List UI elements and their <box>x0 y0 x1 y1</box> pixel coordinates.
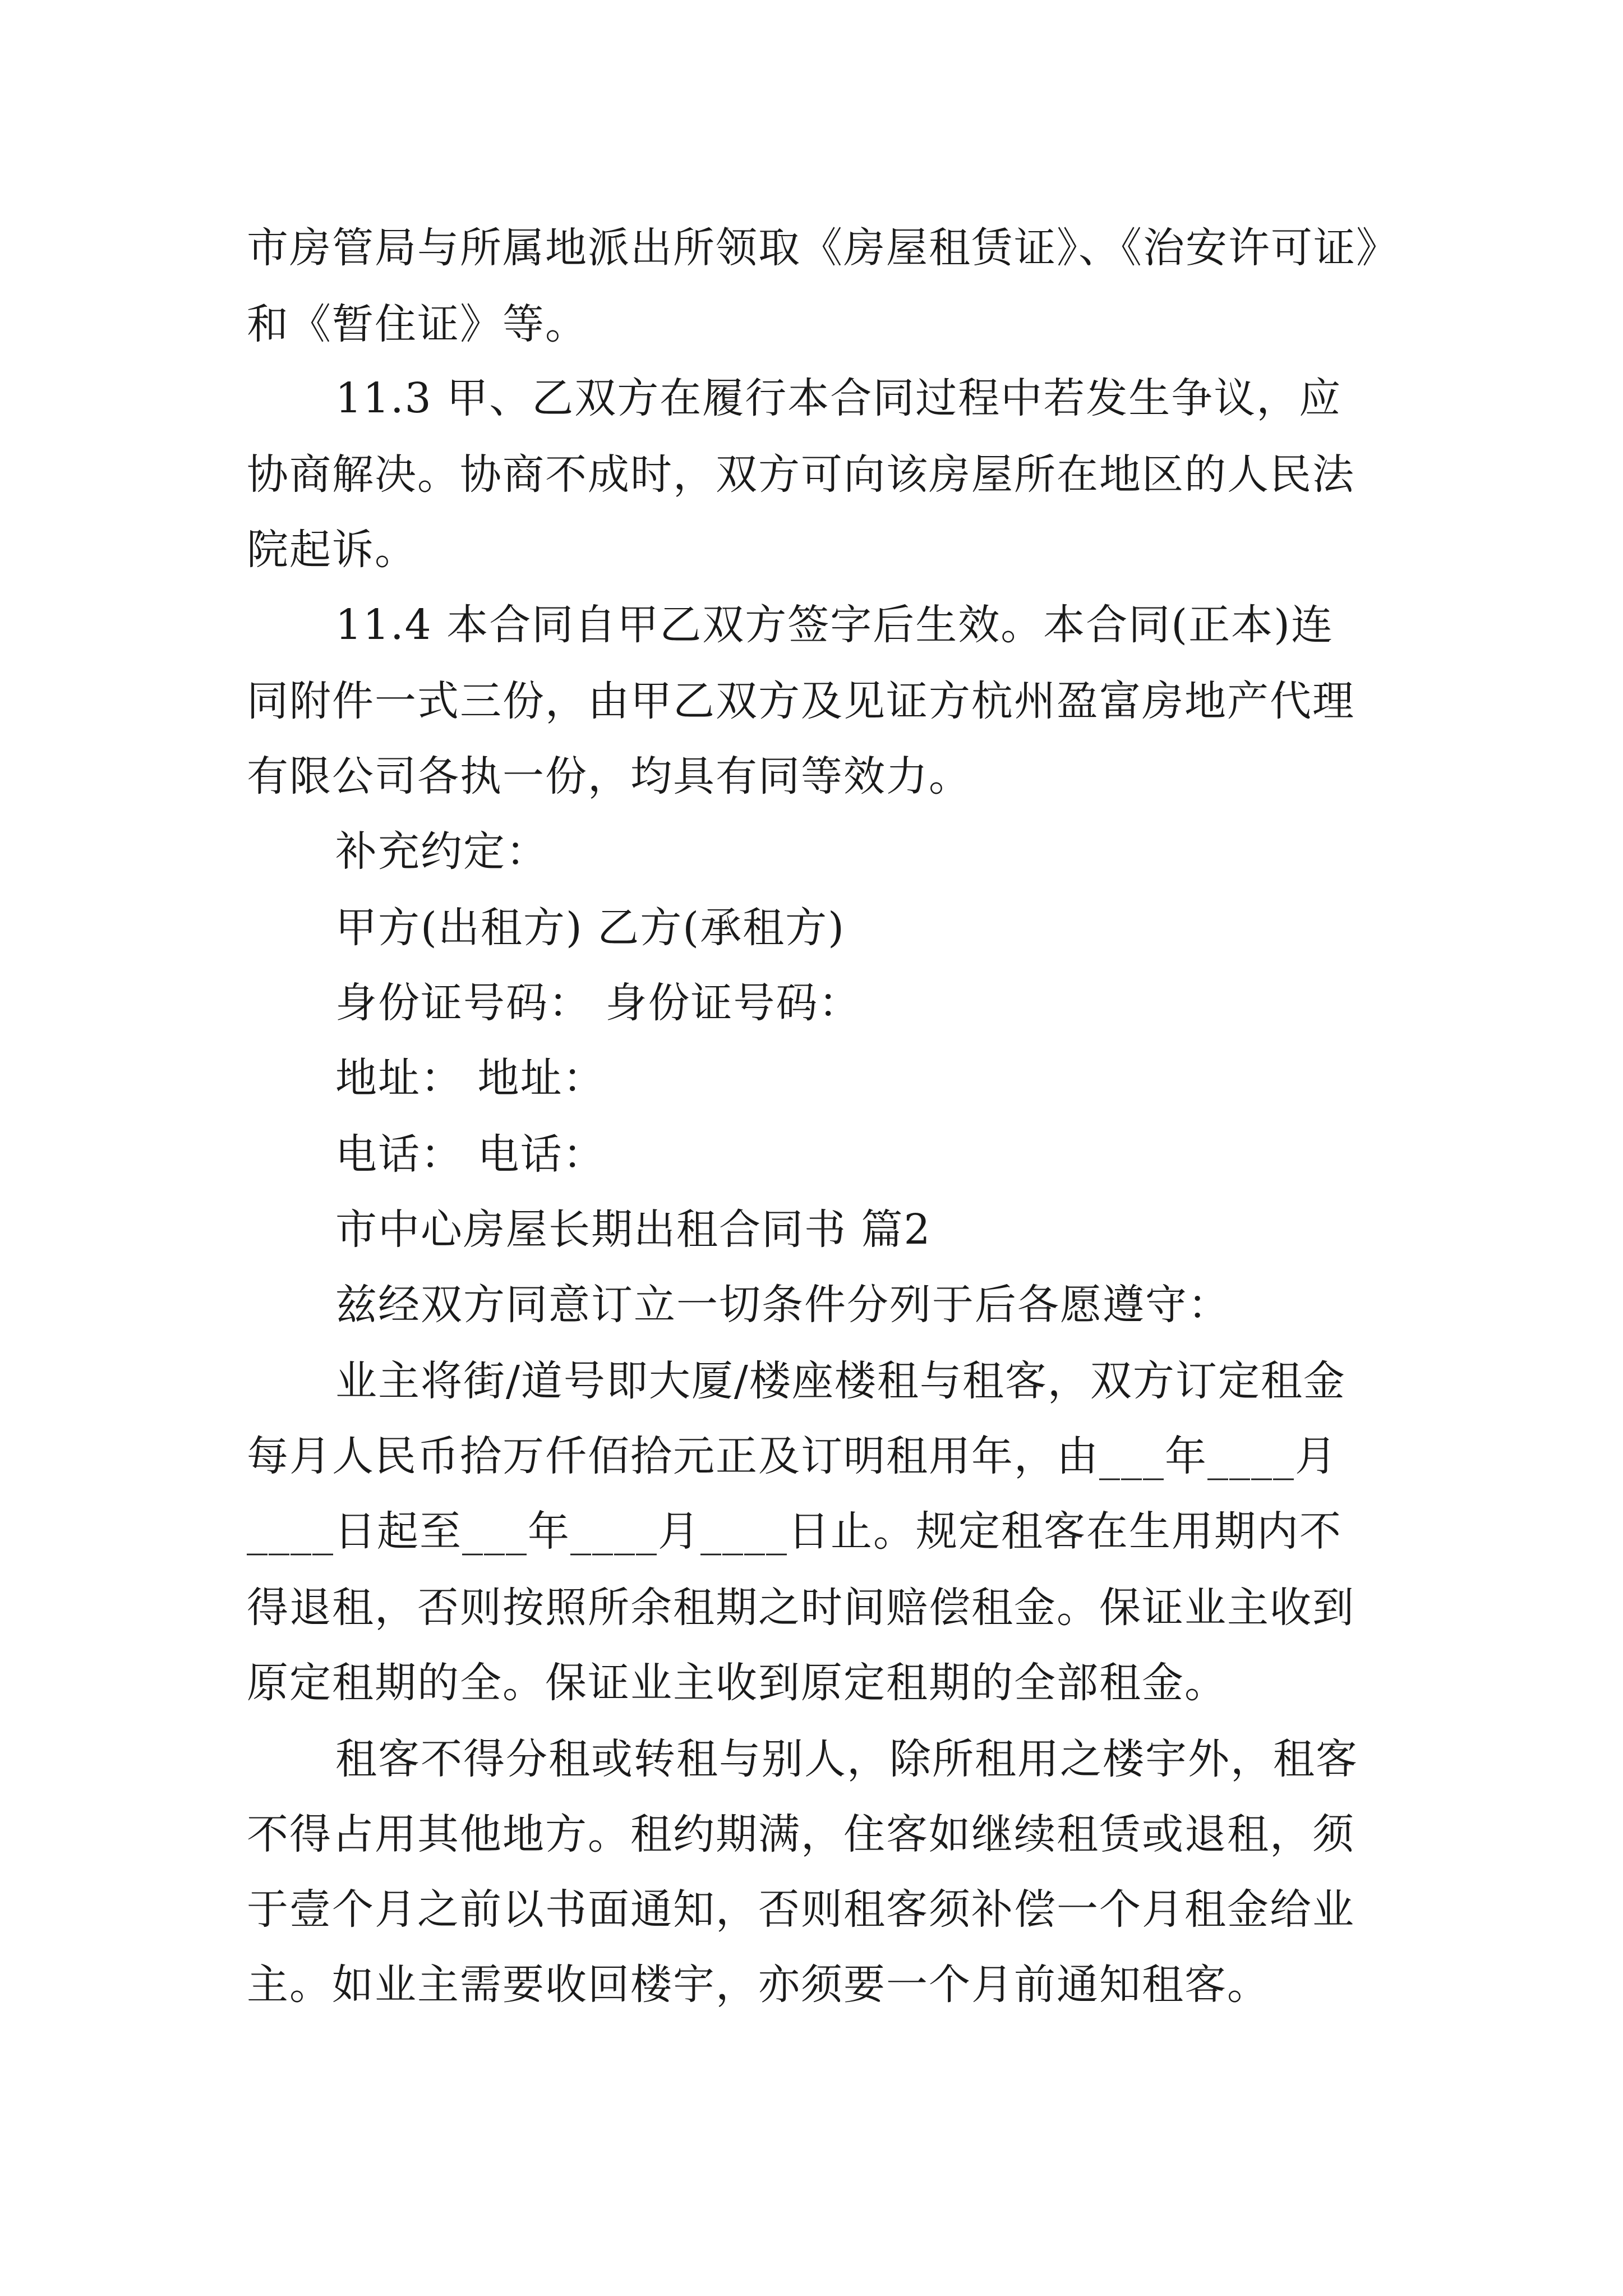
text-line: 市房管局与所属地派出所领取《房屋租赁证》、《治安许可证》 <box>247 224 1399 272</box>
text-line: 市中心房屋长期出租合同书 篇2 <box>335 1205 932 1254</box>
text-line: 主。如业主需要收回楼宇，亦须要一个月前通知租客。 <box>247 1961 1270 2009</box>
text-line: 业主将街/道号即大厦/楼座楼租与租客，双方订定租金 <box>335 1357 1346 1405</box>
text-line: 身份证号码： 身份证号码： <box>335 979 861 1027</box>
text-line: 原定租期的全。保证业主收到原定租期的全部租金。 <box>247 1659 1227 1707</box>
text-line: 电话： 电话： <box>335 1130 606 1179</box>
text-line: 每月人民币拾万仟佰拾元正及订明租用年，由___年____月 <box>247 1432 1338 1480</box>
text-line: 得退租，否则按照所余租期之时间赔偿租金。保证业主收到 <box>247 1584 1355 1632</box>
text-line: 甲方(出租方) 乙方(承租方) <box>335 904 846 952</box>
text-line: ____日起至___年____月____日止。规定租客在生用期内不 <box>247 1507 1342 1556</box>
text-line: 11.4 本合同自甲乙双方签字后生效。本合同(正本)连 <box>335 601 1334 649</box>
text-line: 补充约定： <box>335 827 548 876</box>
text-line: 兹经双方同意订立一切条件分列于后各愿遵守： <box>335 1281 1230 1329</box>
text-line: 院起诉。 <box>247 526 417 574</box>
text-line: 和《暂住证》等。 <box>247 300 588 348</box>
text-line: 同附件一式三份，由甲乙双方及见证方杭州盈富房地产代理 <box>247 677 1355 725</box>
text-line: 地址： 地址： <box>335 1054 606 1102</box>
text-line: 不得占用其他地方。租约期满，住客如继续租赁或退租，须 <box>247 1810 1355 1858</box>
text-line: 有限公司各执一份，均具有同等效力。 <box>247 752 971 800</box>
text-line: 协商解决。协商不成时，双方可向该房屋所在地区的人民法 <box>247 450 1355 499</box>
text-line: 于壹个月之前以书面通知，否则租客须补偿一个月租金给业 <box>247 1885 1355 1934</box>
text-line: 11.3 甲、乙双方在履行本合同过程中若发生争议，应 <box>335 374 1342 422</box>
text-line: 租客不得分租或转租与别人，除所租用之楼宇外，租客 <box>335 1735 1358 1783</box>
